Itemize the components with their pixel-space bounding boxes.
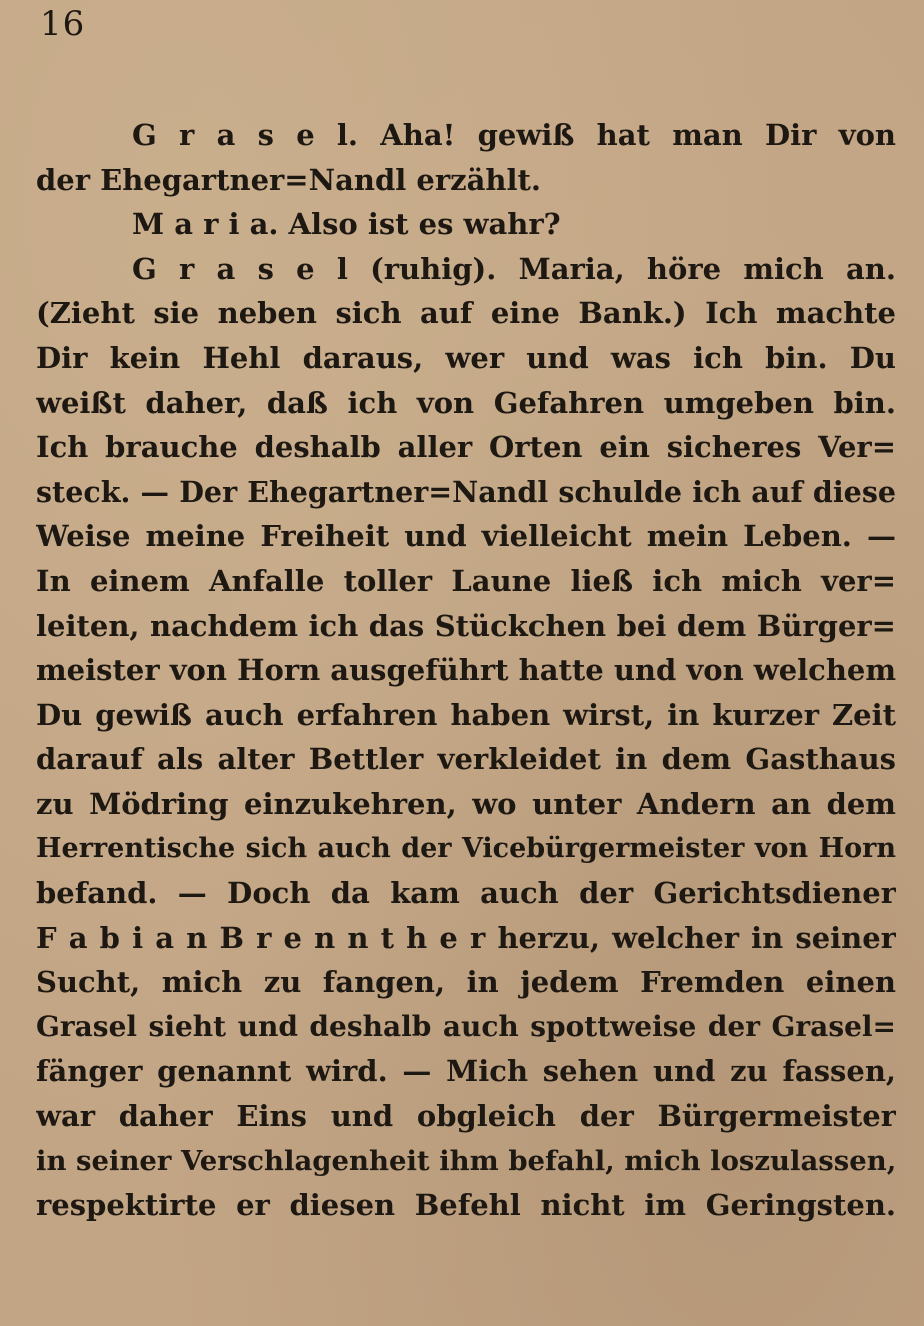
page-number: 16: [40, 4, 86, 44]
text-line: der Ehegartner=Nandl erzählt.: [36, 162, 541, 197]
text-line: war daher Eins und obgleich der Bürgermeister: [36, 1099, 896, 1134]
text-line: Herrentische sich auch der Vicebürgermeister von Horn: [36, 832, 896, 864]
text-line: weißt daher, daß ich von Gefahren umgeben bin.: [36, 385, 896, 420]
text-line: Du gewiß auch erfahren haben wirst, in kurzer Zeit: [36, 697, 896, 732]
text-line: M a r i a. Also ist es wahr?: [132, 207, 561, 242]
text-line: Grasel sieht und deshalb auch spottweise der Grasel=: [36, 1009, 896, 1043]
text-line: In einem Anfalle toller Laune ließ ich mich ver=: [36, 563, 896, 598]
text-line: respektirte er diesen Befehl nicht im Geringsten.: [36, 1188, 896, 1223]
text-line: in seiner Verschlagenheit ihm befahl, mich loszulassen,: [36, 1144, 896, 1177]
text-line: fänger genannt wird. — Mich sehen und zu fassen,: [36, 1054, 896, 1089]
text-line: befand. — Doch da kam auch der Gerichtsdiener: [36, 876, 896, 911]
text-line: leiten, nachdem ich das Stückchen bei dem Bürger=: [36, 608, 896, 643]
text-line: steck. — Der Ehegartner=Nandl schulde ich auf diese: [36, 474, 896, 509]
text-line: darauf als alter Bettler verkleidet in dem Gasthaus: [36, 742, 896, 777]
text-line: (Zieht sie neben sich auf eine Bank.) Ich machte: [36, 296, 896, 331]
text-line: meister von Horn ausgeführt hatte und von welchem: [36, 653, 896, 688]
text-line: Weise meine Freiheit und vielleicht mein Leben. —: [36, 519, 896, 554]
text-line: F a b i a n B r e n n t h e r herzu, welcher in seiner: [36, 920, 896, 955]
text-line: Dir kein Hehl daraus, wer und was ich bin. Du: [36, 340, 896, 375]
text-line: zu Mödring einzukehren, wo unter Andern an dem: [36, 786, 896, 821]
text-line: G r a s e l. Aha! gewiß hat man Dir von: [132, 118, 896, 152]
text-line: G r a s e l (ruhig). Maria, höre mich an.: [132, 251, 896, 286]
text-line: Sucht, mich zu fangen, in jedem Fremden einen: [36, 965, 896, 1000]
body-text: [36, 113, 896, 1228]
text-line: Ich brauche deshalb aller Orten ein sicheres Ver=: [36, 430, 896, 465]
